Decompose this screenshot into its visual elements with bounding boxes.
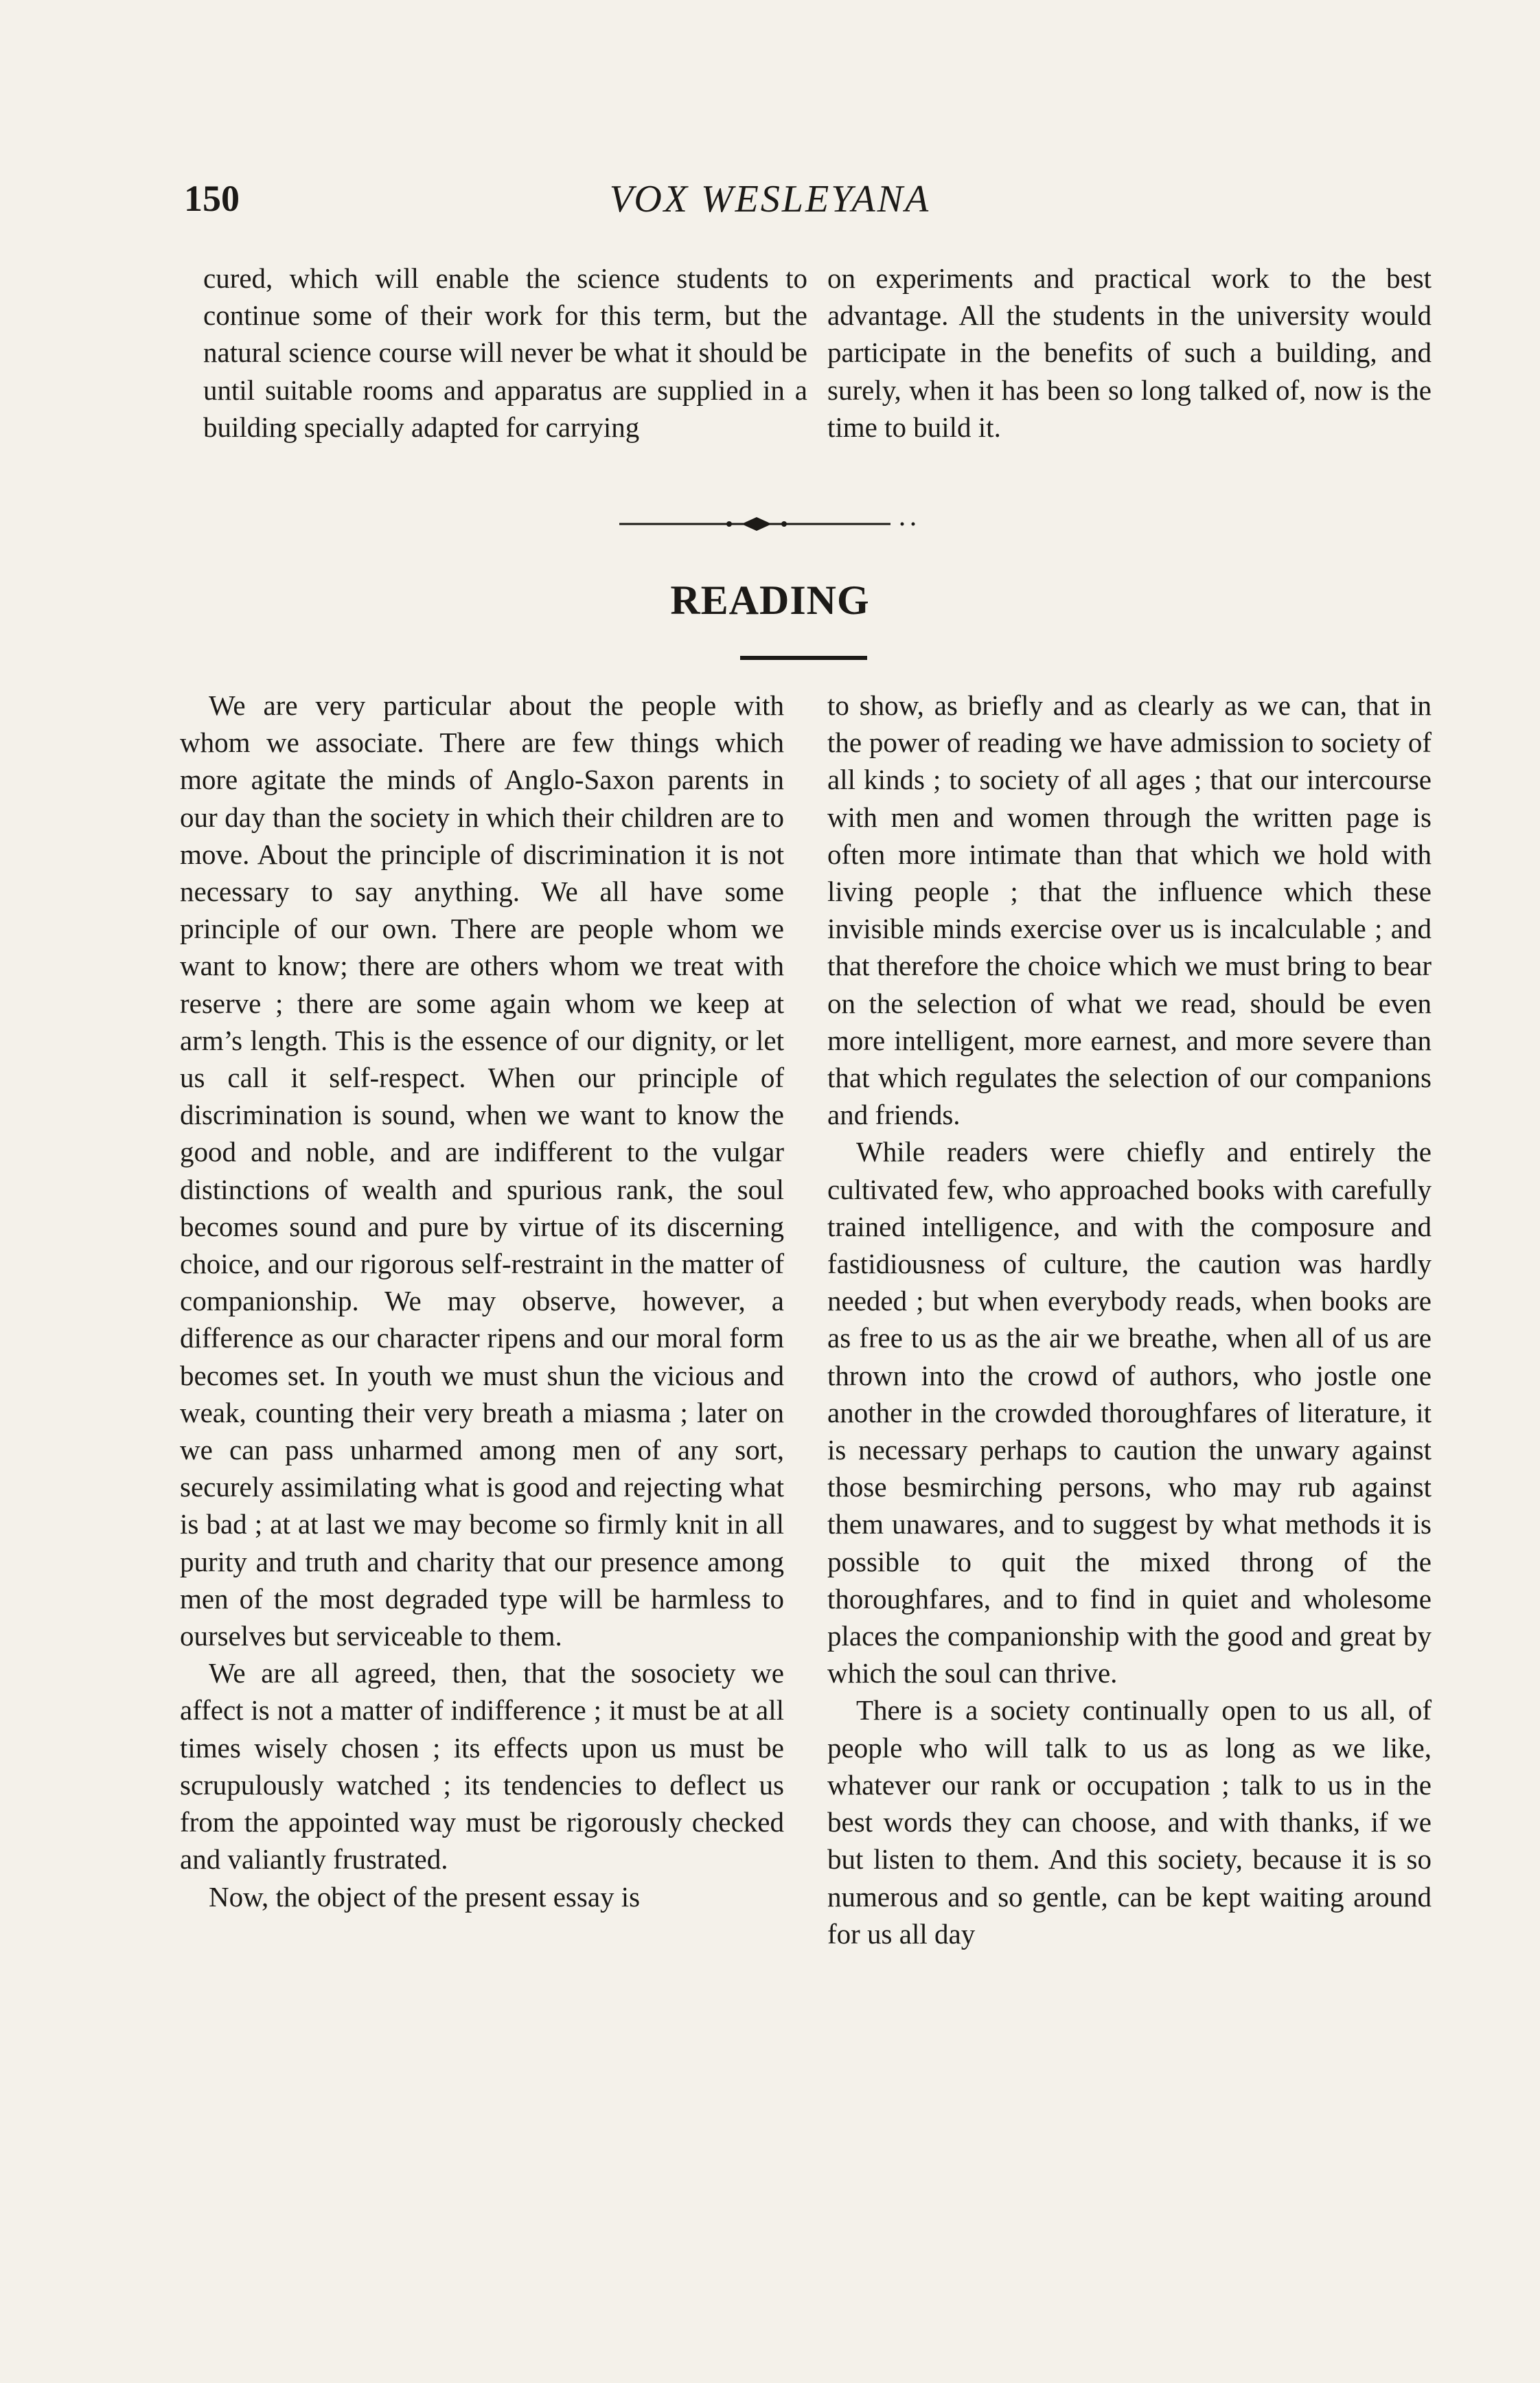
intro-paragraph-right: on experiments and practical work to the best advantage. All the students in the university would participate in the benefits of such a building, and surely, when it has been so long talked of, now is the time to build it. [827,262,1432,443]
intro-column-right [827,260,1432,446]
intro-column-left [203,260,807,446]
article-paragraph: While readers were chiefly and entirely the cultivated few, who approached books with carefully trained intelligence, and with the composure and fastidiousness of culture, the caution was hardly needed ; but when everybody reads, when books are as free to us as the air we breathe, when all of us are thrown into the crowd of authors, who jostle one another in the crowded thoroughfares of literature, it is necessary perhaps to caution the unwary against those besmirching persons, who may rub against them unawares, and to suggest by what methods it is possible to quit the mixed throng of the thoroughfares, and to find in quiet and wholesome places the companionship with the good and great by which the soul can thrive. [827,1136,1432,1689]
article-paragraph: There is a society continually open to us all, of people who will talk to us as long as we like, whatever our rank or occupation ; talk to us in the best words they can choose, and with thanks, if we but listen to them. And this society, because it is so numerous and so gentle, can be kept waiting around for us all day [827,1694,1432,1950]
article-paragraph: to show, as briefly and as clearly as we can, that in the power of reading we have admission to society of all kinds ; to society of all ages ; that our intercourse with men and women through the written page is often more intimate than that which we hold with living people ; that the influence which these invisible minds exercise over us is incalculable ; and that therefore the choice which we must bring to bear on the selection of what we read, should be even more intelligent, more earnest, and more severe than that which regulates the selection of our companions and friends. [827,689,1432,1131]
article-title: READING [670,578,870,623]
article-column-right [827,687,1432,1952]
intro-paragraph-left: cured, which will enable the science students to continue some of their work for this term, but the natural science course will never be what it should be until suitable rooms and apparatus are supplied in a building specially adapted for carrying [203,262,807,443]
article-paragraph: Now, the object of the present essay is [209,1880,641,1913]
article-column-left [180,687,784,1915]
section-divider-ornament [0,514,1540,538]
article-paragraph: We are all agreed, then, that the sosociety we affect is not a matter of indifference ; it must be at all times wisely chosen ; its effects upon us must be scrupulously watched ; its tendencies to deflect us from the appointed way must be rigorously checked and valiantly frustrated. [180,1657,784,1875]
article-paragraph: We are very particular about the people with whom we associate. There are few things which more agitate the minds of Anglo-Saxon parents in our day than the society in which their children are to move. About the principle of discrimination it is not necessary to say anything. We all have some principle of our own. There are people whom we want to know; there are others whom we treat with reserve ; there are some again whom we keep at arm’s length. This is the essence of our dignity, or let us call it self-respect. When our principle of discrimination is sound, when we want to know the good and noble, and are indifferent to the vulgar distinctions of wealth and spurious rank, the soul becomes sound and pure by virtue of its discerning choice, and our rigorous self-restraint in the matter of companionship. We may observe, however, a difference as our character ripens and our moral form becomes set. In youth we must shun the vicious and weak, counting their very breath a miasma ; later on we can pass unharmed among men of any sort, securely assimilating what is good and rejecting what is bad ; at at last we may become so firmly knit in all purity and truth and charity that our presence among men of the most degraded type will be harmless to ourselves but serviceable to them. [180,689,784,1652]
running-head: VOX WESLEYANA [609,178,931,220]
page-number: 150 [184,178,240,219]
title-underline-rule [740,656,867,660]
